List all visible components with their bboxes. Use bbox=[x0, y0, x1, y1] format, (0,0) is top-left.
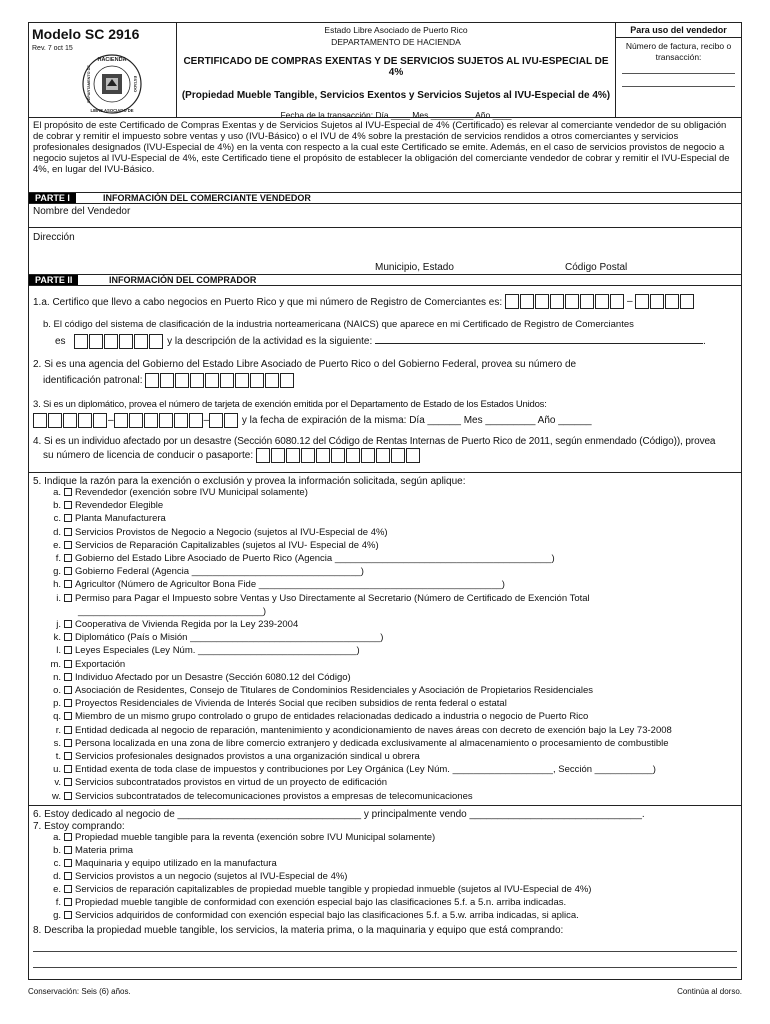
reason-text: Agricultor (Número de Agricultor Bona Fide ______________________________________________) bbox=[75, 579, 505, 591]
form-header bbox=[29, 23, 741, 121]
reason-item bbox=[45, 699, 507, 710]
license-boxes[interactable] bbox=[256, 448, 421, 463]
reason-letter: a. bbox=[53, 487, 61, 498]
buying-text: Servicios provistos a un negocio (sujetos al IVU-Especial de 4%) bbox=[75, 871, 348, 882]
naics-row: es y la descripción de la actividad es la siguiente: . bbox=[55, 334, 706, 349]
buying-text: Maquinaria y equipo utilizado en la manufactura bbox=[75, 858, 277, 869]
buying-item bbox=[45, 872, 347, 883]
buying-item bbox=[45, 833, 435, 844]
reason-item bbox=[45, 792, 473, 803]
hacienda-seal-icon bbox=[81, 53, 143, 115]
reason-text: Exportación bbox=[75, 658, 126, 670]
reason-item bbox=[45, 739, 669, 750]
form-id-block bbox=[29, 23, 177, 118]
buying-checkbox[interactable] bbox=[64, 911, 72, 919]
vendor-use-block bbox=[615, 23, 741, 118]
reason-letter: n. bbox=[53, 671, 61, 683]
buying-letter: e. bbox=[53, 884, 61, 895]
buying-item bbox=[45, 846, 133, 857]
reason-item bbox=[45, 752, 420, 763]
reason-letter: c. bbox=[53, 513, 61, 525]
reason-checkbox[interactable] bbox=[64, 514, 72, 522]
diplomat-card-boxes-2[interactable] bbox=[114, 413, 204, 428]
reason-checkbox[interactable] bbox=[64, 646, 72, 654]
reason-letter: m. bbox=[50, 658, 61, 670]
diplomat-row: – – y la fecha de expiración de la misma: Día ______ Mes _________ Año ______ bbox=[33, 413, 592, 428]
buying-letter: a. bbox=[53, 832, 61, 843]
description-line-1[interactable] bbox=[33, 951, 737, 952]
reason-text: Permiso para Pagar el Impuesto sobre Ventas y Uso Directamente al Secretario (Número de Certificado de Exención Total bbox=[75, 592, 590, 604]
reason-text: Entidad exenta de toda clase de impuestos y contribuciones por Ley Orgánica (Ley Núm. ___________________, Sección ___________) bbox=[75, 764, 656, 776]
reason-checkbox[interactable] bbox=[64, 792, 72, 800]
reason-text: Gobierno del Estado Libre Asociado de Puerto Rico (Agencia _________________________________________) bbox=[75, 553, 555, 564]
reason-item bbox=[45, 646, 360, 657]
zip-label: Código Postal bbox=[565, 262, 628, 273]
buying-letter: f. bbox=[55, 897, 61, 908]
reason-checkbox[interactable] bbox=[64, 554, 72, 562]
q8-label: 8. Describa la propiedad mueble tangible, los servicios, la materia prima, o la maquinaria y equipo que está comprando: bbox=[33, 925, 564, 936]
address-label: Dirección bbox=[33, 232, 75, 243]
reason-letter: r. bbox=[55, 724, 61, 736]
part1-header bbox=[29, 192, 741, 204]
buying-item bbox=[45, 885, 591, 896]
seal-text-top: HACIENDA bbox=[97, 57, 127, 63]
reason-checkbox[interactable] bbox=[64, 660, 72, 668]
reason-item bbox=[45, 607, 266, 618]
reason-letter: k. bbox=[53, 632, 61, 644]
reason-item bbox=[45, 620, 298, 631]
reason-text: Revendedor (exención sobre IVU Municipal solamente) bbox=[75, 487, 308, 498]
reason-letter: l. bbox=[56, 645, 61, 657]
reason-item bbox=[45, 594, 590, 605]
seal-text-bottom: LIBRE ASOCIADO DE bbox=[90, 108, 134, 113]
reason-checkbox[interactable] bbox=[64, 501, 72, 509]
part2-header bbox=[29, 274, 741, 286]
part2-title: INFORMACIÓN DEL COMPRADOR bbox=[109, 275, 257, 285]
reason-checkbox[interactable] bbox=[64, 541, 72, 549]
reason-text: Leyes Especiales (Ley Núm. ______________________________) bbox=[75, 645, 360, 657]
buying-letter: b. bbox=[53, 845, 61, 856]
reason-item bbox=[45, 541, 379, 552]
reason-item bbox=[45, 580, 505, 591]
reason-item bbox=[45, 514, 166, 525]
reason-item bbox=[45, 567, 364, 578]
reason-item bbox=[45, 554, 555, 565]
reason-item bbox=[45, 726, 672, 737]
reason-checkbox[interactable] bbox=[64, 778, 72, 786]
reason-text: Servicios de Reparación Capitalizables (sujetos al IVU- Especial de 4%) bbox=[75, 539, 379, 551]
q1b-desc: y la descripción de la actividad es la siguiente: bbox=[167, 336, 373, 348]
reason-item bbox=[45, 765, 656, 776]
buying-item bbox=[45, 859, 277, 870]
reason-checkbox[interactable] bbox=[64, 699, 72, 707]
reason-text: Planta Manufacturera bbox=[75, 513, 166, 525]
reason-text: Servicios Provistos de Negocio a Negocio (sujetos al IVU-Especial de 4%) bbox=[75, 526, 388, 538]
municipality-label: Municipio, Estado bbox=[375, 262, 454, 273]
revision: Rev. 7 oct 15 bbox=[32, 45, 73, 52]
reason-checkbox[interactable] bbox=[64, 686, 72, 694]
buying-letter: g. bbox=[53, 910, 61, 921]
q6-label[interactable]: 6. Estoy dedicado al negocio de _________________________________ y principalmente vendo _______________________________. bbox=[33, 809, 645, 820]
reason-letter: o. bbox=[53, 685, 61, 696]
reason-letter: s. bbox=[53, 737, 61, 749]
reason-text: Asociación de Residentes, Consejo de Titulares de Condominios Residenciales y Asociación de Propietarios Residenciales bbox=[75, 685, 594, 696]
reason-letter: t. bbox=[55, 751, 61, 762]
reason-checkbox[interactable] bbox=[64, 620, 72, 628]
buying-letter: c. bbox=[53, 858, 61, 869]
description-line-2[interactable] bbox=[33, 967, 737, 968]
reason-letter: v. bbox=[54, 777, 61, 789]
reason-letter: h. bbox=[53, 579, 61, 591]
reason-item bbox=[45, 660, 125, 671]
form-frame bbox=[28, 22, 742, 980]
reason-letter: d. bbox=[53, 526, 61, 538]
divider-q5 bbox=[29, 472, 741, 473]
seal-text-left: DEPARTAMENTO DE bbox=[87, 65, 91, 103]
reason-checkbox[interactable] bbox=[64, 594, 72, 602]
naics-boxes[interactable] bbox=[74, 334, 164, 349]
buying-text: Propiedad mueble tangible para la reventa (exención sobre IVU Municipal solamente) bbox=[75, 832, 436, 843]
buying-text: Propiedad mueble tangible de conformidad con exención especial bajo las clasificaciones 5.f. a 5.n. arriba indicadas. bbox=[75, 897, 567, 908]
reason-text: Entidad dedicada al negocio de reparación, mantenimiento y acondicionamiento de naves áreas con decreto de exención bajo la Ley 73-2008 bbox=[75, 724, 672, 736]
reason-checkbox[interactable] bbox=[64, 580, 72, 588]
buying-checkbox[interactable] bbox=[64, 885, 72, 893]
q4b-label: su número de licencia de conducir o pasaporte: bbox=[43, 450, 254, 462]
q3b-label: y la fecha de expiración de la misma: Día ______ Mes _________ Año ______ bbox=[241, 415, 592, 427]
reason-letter: w. bbox=[52, 790, 61, 802]
seller-name-line bbox=[29, 227, 741, 228]
reason-text: Servicios profesionales designados provistos a una organización sindical u obrera bbox=[75, 751, 420, 762]
reason-text: Individuo Afectado por un Desastre (Sección 6080.12 del Código) bbox=[75, 671, 351, 683]
reason-item bbox=[45, 501, 163, 512]
employer-id-boxes[interactable] bbox=[145, 373, 295, 388]
reason-letter: e. bbox=[53, 539, 61, 551]
buying-checkbox[interactable] bbox=[64, 833, 72, 841]
reason-item bbox=[45, 528, 388, 539]
intro-paragraph: El propósito de este Certificado de Compras Exentas y de Servicios Sujetos al IVU-Especial de 4% (Certificado) es relevar al comerciante vendedor de su obligación de cobrar y remitir el impuesto sobre ventas y uso (IVU-Básico) o el IVU de 4% sobre la prestación de servicios rendidos a otros comerciantes y servicios profesionales designados (IVU-Especial de 4%) en la venta con respecto a la cual este Certificado se emite. Además, en el caso de servicios provistos de negocio a negocio sujetos al IVU-Especial de 4%, este Certificado tiene el propósito de establecer la obligación del comerciante vendedor de cobrar y remitir el IVU-Especial de 4%, en lugar del IVU-Básico. bbox=[33, 120, 730, 176]
reason-checkbox[interactable] bbox=[64, 673, 72, 681]
q2-label: 2. Si es una agencia del Gobierno del Estado Libre Asociado de Puerto Rico o del Gobierno Federal, provea su número de bbox=[33, 359, 577, 370]
buying-checkbox[interactable] bbox=[64, 859, 72, 867]
reason-checkbox[interactable] bbox=[64, 633, 72, 641]
reason-letter: p. bbox=[53, 698, 61, 710]
agency-line1: Estado Libre Asociado de Puerto Rico bbox=[324, 25, 468, 35]
reason-text: Proyectos Residenciales de Vivienda de Interés Social que reciben subsidios de renta federal o estatal bbox=[75, 698, 507, 710]
q1b-label: b. El código del sistema de clasificación de la industria norteamericana (NAICS) que aparece en mi Certificado de Registro de Comerciantes bbox=[43, 319, 634, 330]
employer-id-row bbox=[43, 373, 295, 388]
document-subtitle: (Propiedad Mueble Tangible, Servicios Exentos y Servicios Sujetos al IVU-Especial de 4%) bbox=[181, 89, 611, 101]
reason-letter: b. bbox=[53, 500, 61, 512]
reason-checkbox[interactable] bbox=[64, 752, 72, 760]
reason-letter: i. bbox=[56, 592, 61, 604]
seller-name-label: Nombre del Vendedor bbox=[33, 206, 131, 217]
reason-letter: f. bbox=[55, 553, 61, 564]
reason-checkbox[interactable] bbox=[64, 528, 72, 536]
retention-note: Conservación: Seis (6) años. bbox=[28, 987, 131, 996]
invoice-line-2[interactable] bbox=[622, 86, 735, 87]
reason-text: Miembro de un mismo grupo controlado o grupo de entidades relacionadas dedicado a industria o negocio de Puerto Rico bbox=[75, 711, 589, 723]
part1-tag: PARTE I bbox=[29, 193, 76, 203]
header-center bbox=[177, 23, 615, 121]
reason-text: Persona localizada en una zona de libre comercio extranjero y dedicada exclusivamente al almacenamiento o procesamiento de combustible bbox=[75, 737, 669, 749]
reason-item bbox=[45, 778, 387, 789]
buying-checkbox[interactable] bbox=[64, 846, 72, 854]
q7-label: 7. Estoy comprando: bbox=[33, 821, 125, 832]
seal-text-right: ESTADO bbox=[133, 75, 138, 93]
reason-item bbox=[45, 488, 308, 499]
diplomat-card-boxes-1[interactable] bbox=[33, 413, 108, 428]
license-row bbox=[43, 448, 421, 463]
vendor-use-label: Número de factura, recibo o transacción: bbox=[625, 41, 732, 63]
document-title: CERTIFICADO DE COMPRAS EXENTAS Y DE SERVICIOS SUJETOS AL IVU-ESPECIAL DE 4% bbox=[183, 55, 609, 79]
buying-letter: d. bbox=[53, 871, 61, 882]
reason-text: Cooperativa de Vivienda Regida por la Ley 239-2004 bbox=[75, 619, 299, 630]
reason-letter: g. bbox=[53, 566, 61, 578]
reason-item bbox=[45, 673, 351, 684]
reason-checkbox[interactable] bbox=[64, 488, 72, 496]
reason-item bbox=[45, 633, 383, 644]
buying-text: Servicios adquiridos de conformidad con exención especial bajo las clasificaciones 5.f. a 5.w. arriba indicadas, si aplica. bbox=[75, 910, 579, 921]
reason-checkbox[interactable] bbox=[64, 712, 72, 720]
merchant-registry-boxes[interactable]: – bbox=[505, 294, 695, 309]
buying-checkbox[interactable] bbox=[64, 872, 72, 880]
reason-letter: u. bbox=[53, 764, 61, 776]
reason-checkbox[interactable] bbox=[64, 765, 72, 773]
agency-line2: DEPARTAMENTO DE HACIENDA bbox=[331, 36, 461, 47]
reason-text: Servicios subcontratados provistos en virtud de un proyecto de edificación bbox=[75, 777, 388, 789]
q5-label: 5. Indique la razón para la exención o exclusión y provea la información solicitada, según aplique: bbox=[33, 476, 466, 487]
vendor-use-title: Para uso del vendedor bbox=[616, 23, 741, 38]
reason-checkbox[interactable] bbox=[64, 726, 72, 734]
invoice-line-1[interactable] bbox=[622, 73, 735, 74]
continue-note: Continúa al dorso. bbox=[677, 987, 742, 996]
q1b-es: es bbox=[55, 336, 66, 348]
reason-checkbox[interactable] bbox=[64, 567, 72, 575]
q4-label: 4. Si es un individuo afectado por un desastre (Sección 6080.12 del Código de Rentas Internas de Puerto Rico de 2011, según enmendado (Código)), provea bbox=[33, 436, 716, 447]
buying-text: Servicios de reparación capitalizables de propiedad mueble tangible y propiedad inmueble (sujetos al IVU-Especial de 4%) bbox=[75, 884, 592, 895]
form-title: Modelo SC 2916 bbox=[32, 26, 140, 42]
q1a-label: 1.a. Certifico que llevo a cabo negocios en Puerto Rico y que mi número de Registro de Comerciantes es: bbox=[33, 297, 503, 308]
reason-letter: q. bbox=[53, 711, 61, 723]
reason-item bbox=[45, 686, 593, 697]
buying-item bbox=[45, 898, 566, 909]
part1-title: INFORMACIÓN DEL COMERCIANTE VENDEDOR bbox=[103, 193, 311, 203]
reason-text: Gobierno Federal (Agencia ________________________________) bbox=[75, 566, 364, 578]
reason-item bbox=[45, 712, 588, 723]
q3-label: 3. Si es un diplomático, provea el número de tarjeta de exención emitida por el Departamento de Estado de los Estados Unidos: bbox=[33, 399, 547, 410]
reason-letter: j. bbox=[56, 619, 61, 630]
reason-text: ___________________________________) bbox=[78, 605, 267, 617]
buying-checkbox[interactable] bbox=[64, 898, 72, 906]
reason-checkbox[interactable] bbox=[64, 739, 72, 747]
reason-text: Diplomático (País o Misión ____________________________________) bbox=[75, 632, 384, 644]
activity-description-line[interactable] bbox=[375, 335, 703, 344]
part2-tag: PARTE II bbox=[29, 275, 78, 285]
divider-q6 bbox=[29, 805, 741, 806]
transaction-date[interactable]: Fecha de la transacción: Día ____ Mes _________ Año ____ bbox=[280, 110, 512, 121]
buying-text: Materia prima bbox=[75, 845, 134, 856]
reason-text: Servicios subcontratados de telecomunicaciones provistos a empresas de telecomunicaciones bbox=[75, 790, 473, 802]
q2b-label: identificación patronal: bbox=[43, 375, 143, 387]
buying-item bbox=[45, 911, 579, 922]
reason-text: Revendedor Elegible bbox=[75, 500, 164, 512]
diplomat-card-boxes-3[interactable] bbox=[209, 413, 239, 428]
